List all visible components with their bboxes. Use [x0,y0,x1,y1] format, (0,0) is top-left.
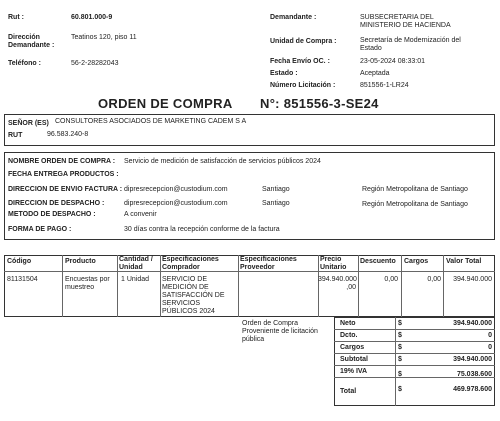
item-codigo: 81131504 [7,276,38,283]
cargos-label: Cargos [340,344,365,351]
fecha-entrega-label: FECHA ENTREGA PRODUCTOS : [8,171,119,178]
cargos-currency: $ [398,344,402,351]
forma-pago-label: FORMA DE PAGO : [8,226,72,233]
neto-currency: $ [398,320,402,327]
item-precio-extra: ,00 [346,284,356,291]
despacho-city: Santiago [262,200,290,207]
unidad-value: Secretaría de Modernización del Estado [360,37,461,52]
estado-label: Estado : [270,70,298,77]
demandante-label: Demandante : [270,14,317,21]
fecha-envio-label: Fecha Envío OC. : [270,58,330,65]
dcto-value: 0 [488,332,492,339]
neto-value: 394.940.000 [453,320,492,327]
direccion-value: Teatinos 120, piso 11 [71,34,137,41]
item-producto: Encuestas por muestreo [65,276,110,291]
rut-label: Rut : [8,14,24,21]
estado-value: Aceptada [360,70,390,77]
demandante-value: SUBSECRETARIA DEL MINISTERIO DE HACIENDA [360,14,451,29]
col-cantidad: Cantidad / Unidad [119,256,153,271]
col-codigo: Código [7,258,32,265]
despacho-region: Región Metropolitana de Santiago [362,201,468,208]
item-valor: 394.940.000 [453,276,492,283]
col-producto: Producto [65,258,96,265]
direccion-label: Dirección Demandante : [8,34,55,49]
col-cargos: Cargos [404,258,429,265]
metodo-value: A convenir [124,211,157,218]
supplier-rut-value: 96.583.240-8 [47,131,89,138]
dcto-label: Dcto. [340,332,358,339]
nombre-value: Servicio de medición de satisfacción de servicios públicos 2024 [124,158,321,165]
iva-currency: $ [398,371,402,378]
unidad-label: Unidad de Compra : [270,38,337,45]
licitacion-value: 851556-1-LR24 [360,82,409,89]
col-descuento: Descuento [360,258,396,265]
order-number: N°: 851556-3-SE24 [260,96,379,111]
page-title: ORDEN DE COMPRA [98,96,233,111]
item-cantidad: 1 Unidad [121,276,150,283]
despacho-label: DIRECCION DE DESPACHO : [8,200,105,207]
envio-factura-label: DIRECCION DE ENVIO FACTURA : [8,186,123,193]
despacho-email: dipresrecepcion@custodium.com [124,200,228,207]
col-valor: Valor Total [446,258,482,265]
envio-factura-city: Santiago [262,186,290,193]
fecha-envio-value: 23-05-2024 08:33:01 [360,58,425,65]
item-precio: 394.940.000 [318,276,357,283]
envio-factura-region: Región Metropolitana de Santiago [362,186,468,193]
subtotal-label: Subtotal [340,356,368,363]
item-cargos: 0,00 [427,276,441,283]
neto-label: Neto [340,320,356,327]
supplier-rut-label: RUT [8,132,23,139]
col-precio: Precio Unitario [320,256,347,271]
dcto-currency: $ [398,332,402,339]
telefono-label: Teléfono : [8,60,41,67]
iva-label: 19% IVA [340,368,368,375]
col-esp-comprador: Especificaciones Comprador [162,256,219,271]
cargos-value: 0 [488,344,492,351]
col-esp-proveedor: Especificaciones Proveedor [240,256,297,271]
metodo-label: METODO DE DESPACHO : [8,211,96,218]
rut-value: 60.801.000-9 [71,14,113,21]
envio-factura-email: dipresrecepcion@custodium.com [124,186,228,193]
total-value: 469.978.600 [453,386,492,393]
senor-label: SEÑOR (ES) [8,120,49,127]
item-esp-comprador: SERVICIO DE MEDICIÓN DE SATISFACCIÓN DE SERVICIOS PÚBLICOS 2024 [162,276,225,315]
telefono-value: 56-2-28282043 [71,60,119,67]
senor-value: CONSULTORES ASOCIADOS DE MARKETING CADEM S A [55,118,247,125]
licitacion-note: Orden de Compra Proveniente de licitación pública [242,320,318,343]
forma-pago-value: 30 días contra la recepción conforme de la factura [124,226,280,233]
total-currency: $ [398,386,402,393]
nombre-label: NOMBRE ORDEN DE COMPRA : [8,158,116,165]
subtotal-currency: $ [398,356,402,363]
subtotal-value: 394.940.000 [453,356,492,363]
item-descuento: 0,00 [384,276,398,283]
total-label: Total [340,388,357,395]
licitacion-label: Número Licitación : [270,82,336,89]
iva-value: 75.038.600 [456,371,492,378]
